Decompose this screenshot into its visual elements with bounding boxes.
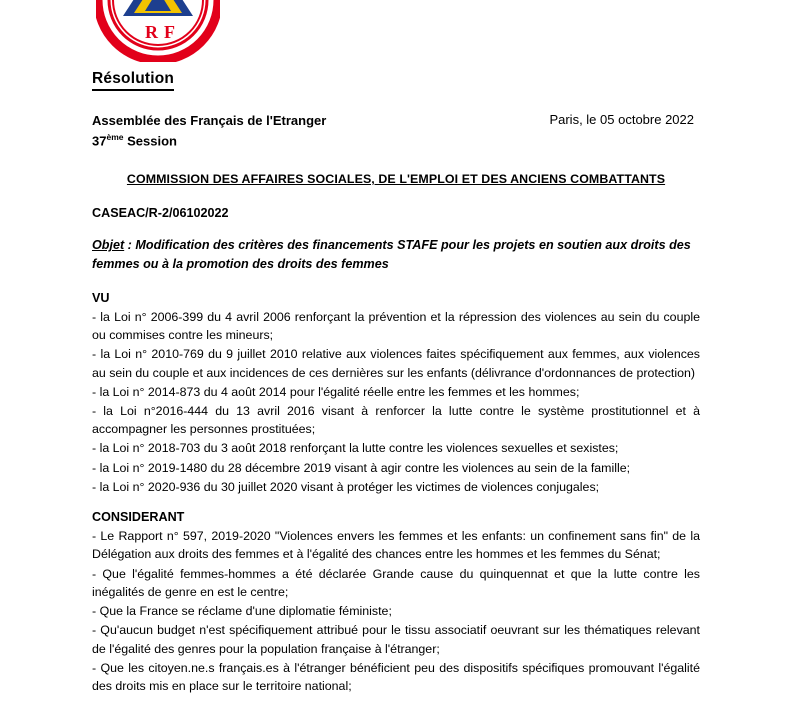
clause-list-considerant	[92, 527, 700, 695]
list-item: - la Loi n° 2010-769 du 9 juillet 2010 relative aux violences faites spécifiquement aux femmes, aux violences au sein du couple et aux incidences de ces dernières sur les enfants (délivrance d'ordonnances de protection)	[92, 347, 700, 380]
session-number: 37	[92, 132, 107, 148]
document-body	[92, 70, 700, 709]
list-item: - Que les citoyen.ne.s français.es à l'étranger bénéficient peu des dispositifs spécifiques promouvant l'égalité des droits mis en place sur le territoire national;	[92, 660, 700, 694]
place-date: Paris, le 05 octobre 2022	[549, 112, 694, 127]
section-heading-vu: VU	[92, 290, 110, 305]
list-item: - la Loi n° 2018-703 du 3 août 2018 renforçant la lutte contre les violences sexuelles et sexistes;	[92, 441, 619, 456]
objet-label: Objet	[92, 238, 125, 253]
document-reference: CASEAC/R-2/06102022	[92, 206, 229, 221]
page-title: Résolution	[92, 70, 174, 91]
section-heading-considerant: CONSIDERANT	[92, 510, 185, 525]
republique-francaise-seal-icon	[96, 0, 220, 62]
list-item: - la Loi n°2016-444 du 13 avril 2016 visant à renforcer la lutte contre le système prostitutionnel et à accompagner les personnes prostituées;	[92, 404, 700, 437]
list-item: - la Loi n° 2019-1480 du 28 décembre 2019 visant à agir contre les violences au sein de la famille;	[92, 460, 631, 475]
objet-line	[92, 236, 700, 273]
clause-list-vu	[92, 308, 700, 496]
assembly-header	[92, 111, 700, 150]
list-item: - Le Rapport n° 597, 2019-2020 "Violences envers les femmes et les enfants: un confinement sans fin" de la Délégation aux droits des femmes et à l'égalité des chances entre les hommes et les femmes du Sénat;	[92, 529, 700, 562]
assembly-session	[92, 131, 326, 151]
objet-text: : Modification des critères des financements STAFE pour les projets en soutien aux droits des femmes ou à la promotion des droits des femmes	[92, 238, 691, 271]
list-item: - Que l'égalité femmes-hommes a été déclarée Grande cause du quinquennat et que la lutte contre les inégalités de genre en est le centre;	[92, 566, 700, 599]
list-item: - Que la France se réclame d'une diplomatie féministe;	[92, 604, 392, 619]
session-word: Session	[127, 132, 177, 148]
svg-text:R: R	[145, 22, 158, 42]
list-item: - Qu'aucun budget n'est spécifiquement attribué pour le tissu associatif oeuvrant sur les thématiques relevant de l'égalité des genres pour la population française à l'étranger;	[92, 623, 700, 656]
session-suffix: ème	[106, 131, 124, 142]
list-item: - la Loi n° 2014-873 du 4 août 2014 pour l'égalité réelle entre les femmes et les hommes;	[92, 384, 580, 399]
list-item: - la Loi n° 2006-399 du 4 avril 2006 renforçant la prévention et la répression des violences au sein du couple ou commises contre les mineurs;	[92, 309, 700, 343]
commission-title: COMMISSION DES AFFAIRES SOCIALES, DE L'EMPLOI ET DES ANCIENS COMBATTANTS	[126, 172, 666, 187]
assembly-identity	[92, 111, 326, 150]
list-item: - la Loi n° 2020-936 du 30 juillet 2020 visant à protéger les victimes de violences conjugales;	[92, 479, 600, 494]
assembly-name: Assemblée des Français de l'Etranger	[92, 113, 327, 128]
svg-text:F: F	[164, 22, 175, 42]
